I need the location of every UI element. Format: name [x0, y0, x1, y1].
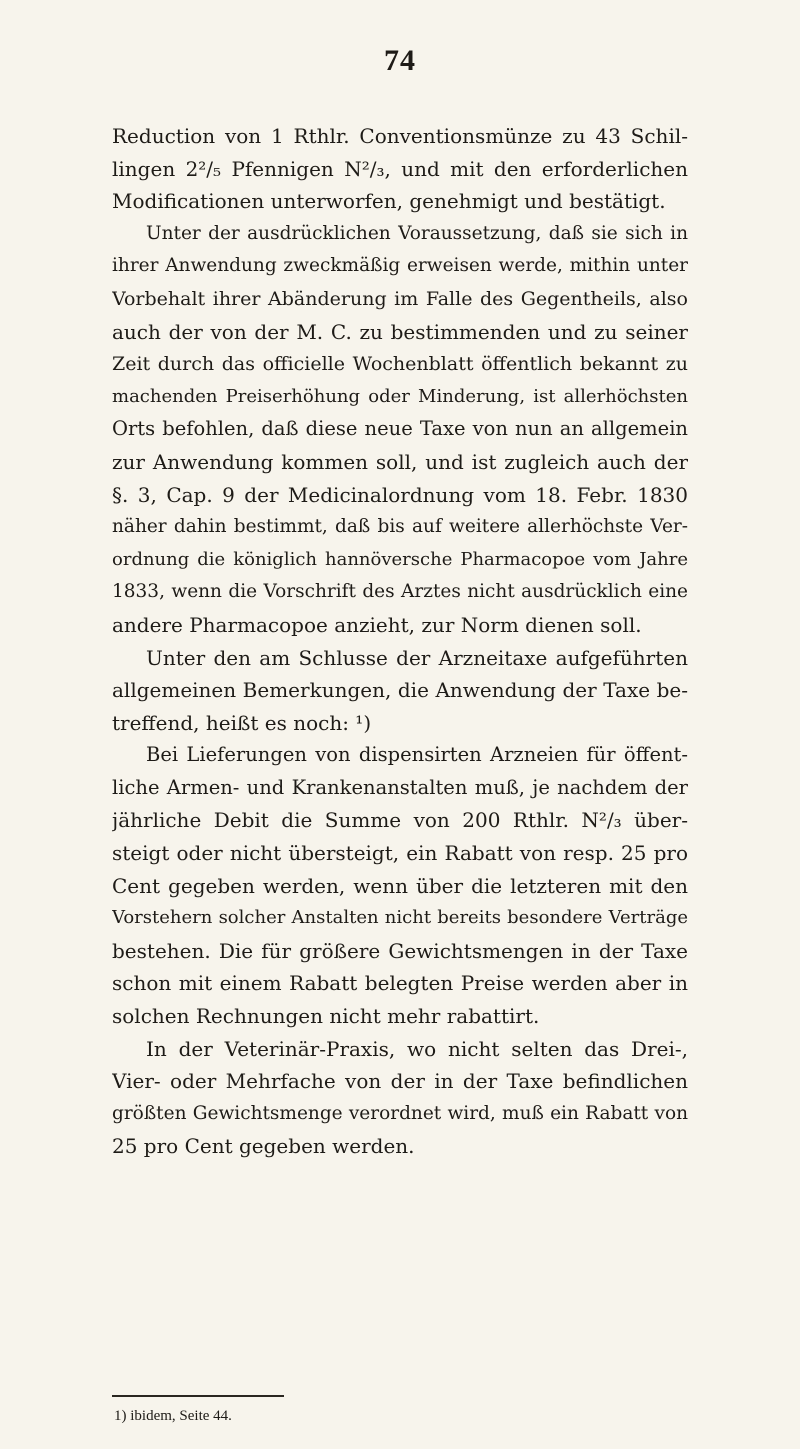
footnote: 1) ibidem, Seite 44.: [114, 1408, 232, 1424]
text-line: andere Pharmacopoe anzieht, zur Norm dienen soll.: [112, 612, 642, 637]
text-line: 25 pro Cent gegeben werden.: [112, 1134, 415, 1159]
text-line: Unter der ausdrücklichen Voraussetzung, daß sie sich in: [146, 222, 688, 244]
text-line: zur Anwendung kommen soll, und ist zugleich auch der: [112, 449, 688, 474]
text-line: ordnung die königlich hannöversche Pharmacopoe vom Jahre: [112, 548, 688, 570]
text-line: Zeit durch das officielle Wochenblatt öffentlich bekannt zu: [112, 353, 688, 376]
footnote-divider: [112, 1395, 284, 1397]
text-line: In der Veterinär-Praxis, wo nicht selten das Drei-,: [146, 1036, 688, 1061]
text-line: 1833, wenn die Vorschrift des Arztes nicht ausdrücklich eine: [112, 581, 688, 603]
text-line: allgemeinen Bemerkungen, die Anwendung der Taxe be-: [112, 678, 688, 703]
text-line: §. 3, Cap. 9 der Medicinalordnung vom 18. Febr. 1830: [112, 482, 688, 507]
text-line: machenden Preiserhöhung oder Minderung, ist allerhöchsten: [112, 385, 688, 407]
text-line: Unter den am Schlusse der Arzneitaxe aufgeführten: [146, 645, 688, 670]
text-line: schon mit einem Rabatt belegten Preise werden aber in: [112, 971, 688, 996]
text-line: Vorstehern solcher Anstalten nicht bereits besondere Verträge: [112, 907, 688, 929]
text-line: jährliche Debit die Summe von 200 Rthlr. N²/₃ über-: [112, 808, 688, 833]
text-line: treffend, heißt es noch: ¹): [112, 710, 372, 735]
text-line: Modificationen unterworfen, genehmigt und bestätigt.: [112, 189, 666, 214]
body-text: [112, 120, 688, 1163]
text-line: näher dahin bestimmt, daß bis auf weitere allerhöchste Ver-: [112, 516, 688, 538]
text-line: lingen 2²/₅ Pfennigen N²/₃, und mit den erforderlichen: [112, 156, 688, 181]
text-line: ihrer Anwendung zweckmäßig erweisen werde, mithin unter: [112, 255, 688, 277]
page-number: 74: [384, 44, 416, 77]
text-line: liche Armen- und Krankenanstalten muß, je nachdem der: [112, 775, 688, 799]
text-line: bestehen. Die für größere Gewichtsmengen in der Taxe: [112, 938, 688, 963]
text-line: Cent gegeben werden, wenn über die letzteren mit den: [112, 873, 688, 898]
text-line: solchen Rechnungen nicht mehr rabattirt.: [112, 1004, 540, 1029]
text-line: steigt oder nicht übersteigt, ein Rabatt von resp. 25 pro: [112, 841, 688, 866]
text-line: Bei Lieferungen von dispensirten Arzneien für öffent-: [146, 743, 688, 767]
text-line: Orts befohlen, daß diese neue Taxe von nun an allgemein: [112, 417, 688, 441]
text-line: Vorbehalt ihrer Abänderung im Falle des Gegentheils, also: [112, 287, 688, 310]
text-line: Vier- oder Mehrfache von der in der Taxe befindlichen: [112, 1069, 688, 1094]
text-line: Reduction von 1 Rthlr. Conventionsmünze zu 43 Schil-: [112, 124, 688, 148]
text-line: größten Gewichtsmenge verordnet wird, muß ein Rabatt von: [112, 1102, 688, 1124]
text-line: auch der von der M. C. zu bestimmenden und zu seiner: [112, 319, 688, 344]
